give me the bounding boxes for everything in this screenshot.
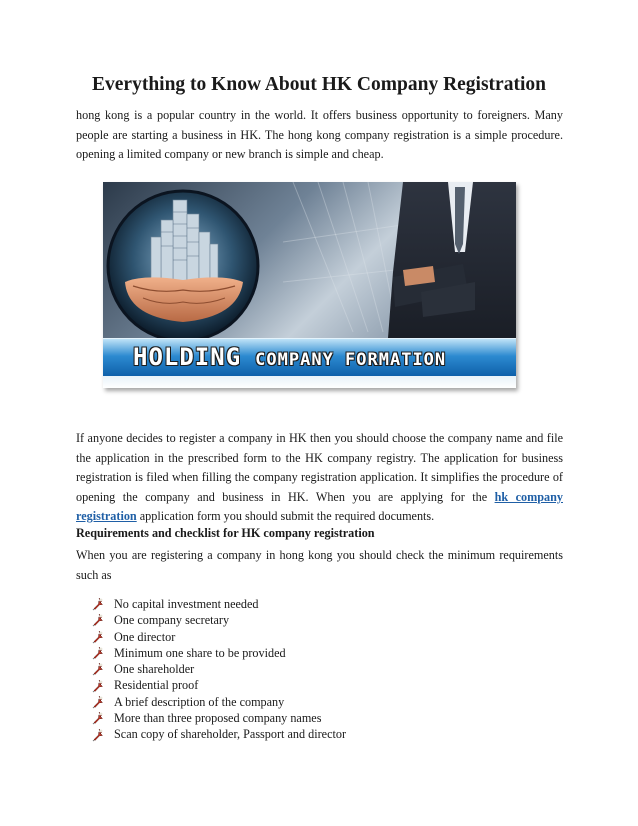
intro-paragraph: hong kong is a popular country in the world. It offers business opportunity to foreigners. Many people are starting a business in HK. The hong kong company registration is a simple procedure. opening a limited company or new branch is simple and cheap. [76, 108, 563, 161]
banner-word-holding: HOLDING [133, 343, 242, 371]
paragraph-text: application form you should submit the required documents. [136, 509, 435, 523]
hero-image [103, 182, 516, 388]
list-item: A brief description of the company [92, 694, 346, 710]
hk-company-registration-link[interactable]: hk company registration [76, 489, 563, 523]
pushpin-icon [92, 613, 106, 627]
pushpin-icon [92, 662, 106, 676]
pushpin-icon [92, 695, 106, 709]
pushpin-icon [92, 711, 106, 725]
registration-paragraph [76, 429, 563, 527]
list-item: One company secretary [92, 612, 346, 628]
requirements-intro: When you are registering a company in hong kong you should check the minimum requirements such as [76, 548, 563, 582]
list-item: One shareholder [92, 661, 346, 677]
banner-text [133, 340, 446, 374]
businessman-figure [388, 182, 516, 338]
pushpin-icon [92, 646, 106, 660]
list-item: More than three proposed company names [92, 710, 346, 726]
list-item: Minimum one share to be provided [92, 645, 346, 661]
pushpin-icon [92, 597, 106, 611]
list-item: Scan copy of shareholder, Passport and director [92, 726, 346, 742]
pushpin-icon [92, 630, 106, 644]
pushpin-icon [92, 728, 106, 742]
document-title: Everything to Know About HK Company Registration [92, 74, 546, 95]
paragraph-text: If anyone decides to register a company in HK then you should choose the company name and file the application in the prescribed form to the HK company registry. The application for business registration is filed when filling the company registration application. It simplifies the procedure of opening the company and business in HK. When you are applying for the [76, 431, 563, 504]
banner-word-company-formation: COMPANY FORMATION [255, 350, 447, 370]
list-item: One director [92, 629, 346, 645]
requirements-heading: Requirements and checklist for HK company registration [76, 526, 375, 540]
list-item: Residential proof [92, 677, 346, 693]
list-item: No capital investment needed [92, 596, 346, 612]
requirements-list [92, 596, 346, 743]
pushpin-icon [92, 679, 106, 693]
